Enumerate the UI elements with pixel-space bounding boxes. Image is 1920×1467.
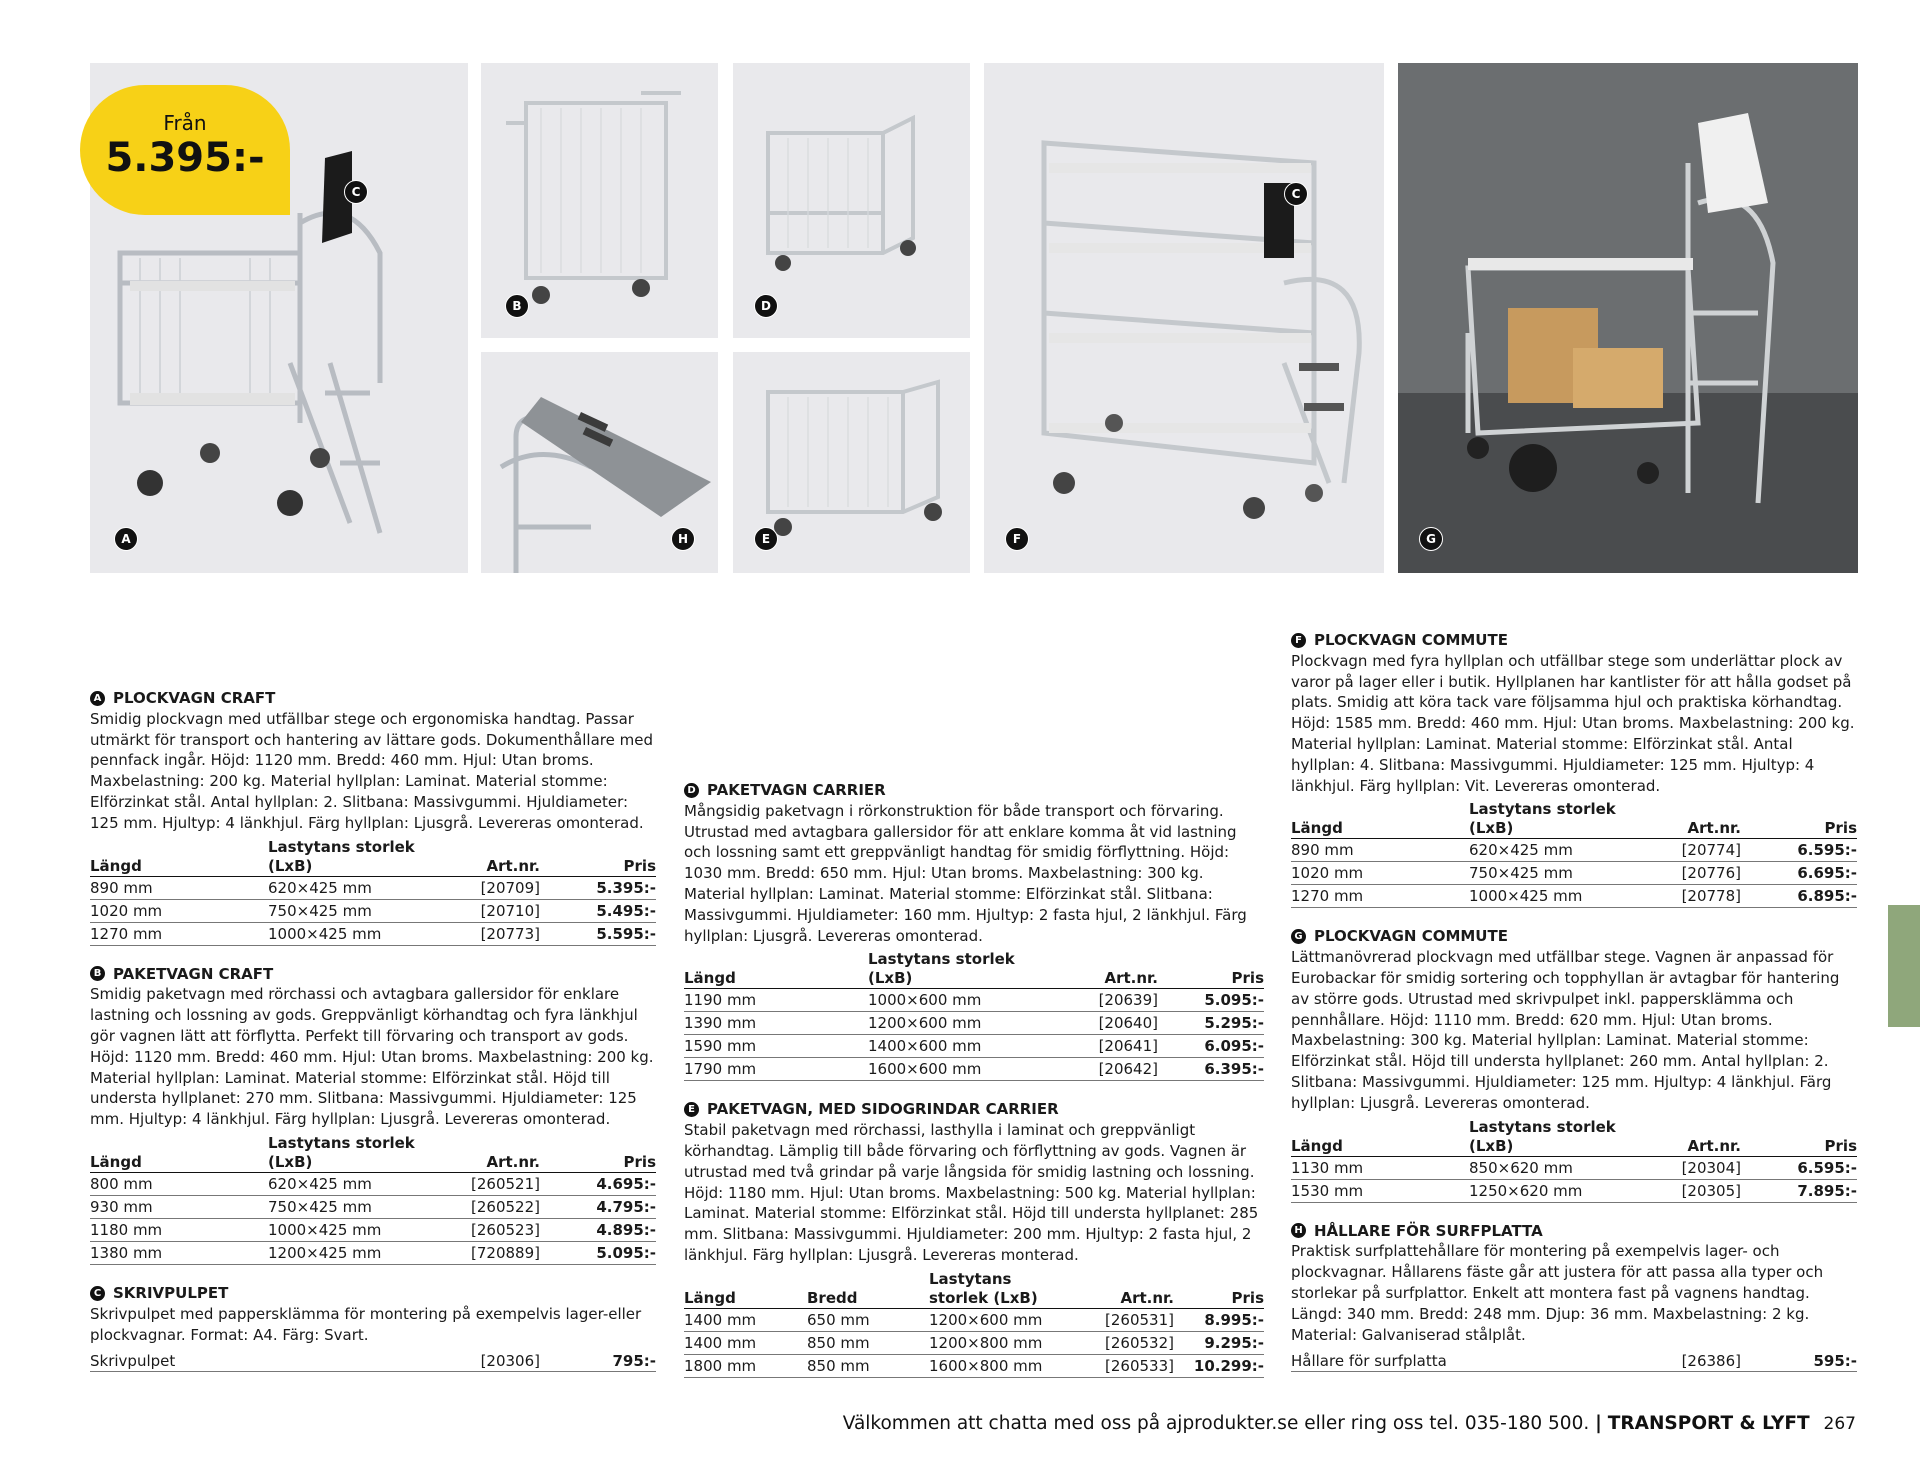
cell-artnr: [20710]: [440, 899, 540, 922]
product-d-letter: D: [684, 783, 699, 798]
product-g-title: PLOCKVAGN COMMUTE: [1314, 927, 1508, 946]
table-row: [1291, 1179, 1857, 1202]
header-length: Längd: [1291, 800, 1469, 839]
table-row: [90, 922, 656, 945]
cell-price: 5.295:-: [1158, 1012, 1264, 1035]
cell-artnr: [20641]: [1048, 1035, 1158, 1058]
product-g-description: Lättmanövrerad plockvagn med utfällbar stege. Vagnen är anpassad för Eurobackar för smidig sortering och topphyllan är avtagbar för hantering av större gods. Utrustad med skrivpulpet inkl. pappersklämma och pennhållare. Höjd: 1110 mm. Bredd: 620 mm. Hjul: Utan broms. Maxbelastning: 300 kg. Material hyllplan: Laminat. Material stomme: Elförzinkat stål. Höjd till understa hyllplanet: 260 mm. Antal hyllplan: 2. Slitbana: Massivgummi. Hjuldiameter: 125 mm. Hjultyp: 4 länkhjul. Färg hyllplan: Ljusgrå. Levereras omonterad.: [1291, 948, 1840, 1112]
product-c-artnr: [20306]: [480, 1352, 540, 1371]
table-row: [90, 1195, 656, 1218]
cell-price: 6.595:-: [1741, 1156, 1857, 1179]
cell-length: 1590 mm: [684, 1035, 868, 1058]
cell-price: 5.095:-: [1158, 989, 1264, 1012]
product-h-title: HÅLLARE FÖR SURFPLATTA: [1314, 1221, 1543, 1240]
cell-artnr: [20709]: [440, 876, 540, 899]
product-f-description: Plockvagn med fyra hyllplan och utfällbar stege som underlättar plock av varor på lager eller i butik. Hyllplanen har kantlister för att hålla godset på plats. Smidig att köra tack vare följsamma hjul och praktiska körhandtag. Höjd: 1585 mm. Bredd: 460 mm. Hjul: Utan broms. Maxbelastning: 200 kg. Material hyllplan: Laminat. Material stomme: Elförzinkat stål. Antal hyllplan: 4. Slitbana: Massivgummi. Hjuldiameter: 125 mm. Hjultyp: 4 länkhjul. Färg hyllplan: Vit. Levereras omonterad.: [1291, 651, 1855, 795]
cell-price: 6.895:-: [1741, 885, 1857, 908]
cell-artnr: [720889]: [440, 1241, 540, 1264]
cell-area: 1000×425 mm: [1469, 885, 1641, 908]
footer-contact-text: Välkommen att chatta med oss på ajprodukter.se eller ring oss tel. 035-180 500.: [842, 1413, 1590, 1434]
badge-from: Från: [163, 111, 207, 135]
marker-a: A: [114, 527, 138, 551]
product-b-table: [90, 1134, 656, 1265]
cell-area: 620×425 mm: [1469, 839, 1641, 862]
header-area: Lastytans storlek (LxB): [1469, 800, 1641, 839]
photo-g-plockvagn-commute-scene: [1398, 63, 1858, 573]
header-price: Pris: [1741, 800, 1857, 839]
product-f-letter: F: [1291, 633, 1306, 648]
cell-area: 620×425 mm: [268, 876, 440, 899]
marker-b: B: [505, 294, 529, 318]
table-row: [684, 1035, 1264, 1058]
product-d-description: Mångsidig paketvagn i rörkonstruktion för både transport och förvaring. Utrustad med avtagbara gallersidor för att enklare komma åt vid lastning och lossning samt ett greppvänligt handtag för smidig förflyttning. Höjd: 1030 mm. Bredd: 650 mm. Hjul: Utan broms. Maxbelastning: 300 kg. Material hyllplan: Laminat. Material stomme: Elförzinkat stål. Slitbana: Massivgummi. Hjuldiameter: 160 mm. Hjultyp: 2 fasta hjul, 2 länkhjul. Färg hyllplan: Ljusgrå. Levereras omonterad.: [684, 801, 1247, 945]
cell-artnr: [20639]: [1048, 989, 1158, 1012]
header-length: Längd: [684, 1270, 807, 1309]
header-artnr: Art.nr.: [440, 838, 540, 877]
footer-section-title: TRANSPORT & LYFT: [1607, 1413, 1810, 1434]
product-h-heading: [1291, 1221, 1857, 1242]
cell-area: 750×425 mm: [268, 1195, 440, 1218]
product-b-title: PAKETVAGN CRAFT: [113, 964, 274, 983]
product-c: [90, 1283, 656, 1372]
footer-separator: |: [1595, 1413, 1602, 1434]
cell-length: 1020 mm: [90, 899, 268, 922]
photo-h-surfplatta: [481, 352, 718, 573]
marker-g: G: [1419, 527, 1443, 551]
table-row: [90, 1172, 656, 1195]
cell-length: 1130 mm: [1291, 1156, 1469, 1179]
cell-length: 1180 mm: [90, 1218, 268, 1241]
cell-width: 650 mm: [807, 1308, 929, 1331]
product-e-description: Stabil paketvagn med rörchassi, lasthylla i laminat och greppvänligt körhandtag. Lämplig till både förvaring och förflyttning av gods. Vagnen är utrustad med två grindar på varje långsida för smidig lastning och lossning. Höjd: 1180 mm. Hjul: Utan broms. Maxbelastning: 500 kg. Material hyllplan: Laminat. Material stomme: Elförzinkat stål. Höjd till understa hyllplanet: 285 mm. Slitbana: Massivgummi. Hjuldiameter: 200 mm. Hjultyp: 2 fasta hjul, 2 länkhjul. Färg hyllplan: Ljusgrå. Levereras monterad.: [684, 1121, 1259, 1264]
cell-price: 4.895:-: [540, 1218, 656, 1241]
product-f-table: [1291, 800, 1857, 908]
header-area: Lastytans storlek (LxB): [868, 950, 1048, 989]
cell-length: 1390 mm: [684, 1012, 868, 1035]
header-area: Lastytans storlek (LxB): [268, 838, 440, 877]
column-3: [1291, 630, 1857, 1372]
product-g-letter: G: [1291, 929, 1306, 944]
header-artnr: Art.nr.: [1048, 950, 1158, 989]
product-c-heading: [90, 1283, 656, 1304]
header-area: Lastytans storlek (LxB): [1469, 1118, 1641, 1157]
marker-e: E: [754, 527, 778, 551]
product-f-title: PLOCKVAGN COMMUTE: [1314, 631, 1508, 649]
table-row: [1291, 862, 1857, 885]
column-2: [684, 780, 1264, 1378]
cell-price: 5.395:-: [540, 876, 656, 899]
cell-length: 890 mm: [90, 876, 268, 899]
product-d-title: PAKETVAGN CARRIER: [707, 781, 886, 799]
header-length: Längd: [684, 950, 868, 989]
cell-width: 850 mm: [807, 1354, 929, 1377]
header-artnr: Art.nr.: [440, 1134, 540, 1173]
header-artnr: Art.nr.: [1641, 1118, 1741, 1157]
cell-area: 1000×425 mm: [268, 1218, 440, 1241]
cell-length: 1400 mm: [684, 1308, 807, 1331]
product-a-letter: A: [90, 691, 105, 706]
cell-price: 4.795:-: [540, 1195, 656, 1218]
table-row: [90, 1218, 656, 1241]
cell-length: 1020 mm: [1291, 862, 1469, 885]
product-c-price: 795:-: [612, 1352, 656, 1371]
cell-area: 850×620 mm: [1469, 1156, 1641, 1179]
product-b-letter: B: [90, 966, 105, 981]
product-c-item: Skrivpulpet: [90, 1352, 176, 1371]
photo-f-plockvagn-commute: [984, 63, 1384, 573]
product-c-price-row: [90, 1351, 656, 1372]
header-artnr: Art.nr.: [1641, 800, 1741, 839]
cell-artnr: [20776]: [1641, 862, 1741, 885]
photo-e-paketvagn-sidogrindar: [733, 352, 970, 573]
product-c-description: Skrivpulpet med pappersklämma för montering på exempelvis lager-eller plockvagnar. Format: A4. Färg: Svart.: [90, 1304, 642, 1344]
product-b-description: Smidig paketvagn med rörchassi och avtagbara gallersidor för enklare lastning och lossning av gods. Greppvänligt körhandtag och fyra länkhjul gör vagnen lätt att förflytta. Perfekt till förvaring och transport av gods. Höjd: 1120 mm. Bredd: 460 mm. Hjul: Utan broms. Maxbelastning: 200 kg. Material hyllplan: Laminat. Material stomme: Elförzinkat stål. Höjd till understa hyllplanet: 270 mm. Slitbana: Massivgummi. Hjuldiameter: 125 mm. Hjultyp: 4 länkhjul. Färg hyllplan: Ljusgrå. Levereras omonterad.: [90, 985, 654, 1129]
table-row: [1291, 1156, 1857, 1179]
column-1: [90, 688, 656, 1372]
cell-artnr: [260521]: [440, 1172, 540, 1195]
cell-artnr: [260522]: [440, 1195, 540, 1218]
cell-length: 1270 mm: [1291, 885, 1469, 908]
page-footer: [843, 1413, 1856, 1434]
header-price: Pris: [540, 838, 656, 877]
header-width: Bredd: [807, 1270, 929, 1309]
product-e-title: PAKETVAGN, MED SIDOGRINDAR CARRIER: [707, 1100, 1059, 1119]
product-c-title: SKRIVPULPET: [113, 1283, 229, 1302]
cell-price: 6.095:-: [1158, 1035, 1264, 1058]
cell-artnr: [260532]: [1069, 1331, 1174, 1354]
cell-price: 10.299:-: [1174, 1354, 1264, 1377]
cell-area: 1250×620 mm: [1469, 1179, 1641, 1202]
product-e-letter: E: [684, 1102, 699, 1117]
cell-length: 1380 mm: [90, 1241, 268, 1264]
header-area: Lastytans storlek (LxB): [268, 1134, 440, 1173]
header-length: Längd: [90, 1134, 268, 1173]
header-price: Pris: [1174, 1270, 1264, 1309]
product-h: [1291, 1221, 1857, 1373]
table-row: [684, 1331, 1264, 1354]
header-price: Pris: [1158, 950, 1264, 989]
header-area: Lastytans storlek (LxB): [929, 1270, 1069, 1309]
product-f: [1291, 630, 1857, 908]
marker-d: D: [754, 294, 778, 318]
cell-price: 5.095:-: [540, 1241, 656, 1264]
product-b: [90, 964, 656, 1265]
table-row: [684, 1354, 1264, 1377]
cell-price: 9.295:-: [1174, 1331, 1264, 1354]
photo-d-paketvagn-carrier: [733, 63, 970, 338]
table-row: [684, 1308, 1264, 1331]
cell-length: 1400 mm: [684, 1331, 807, 1354]
cell-artnr: [260533]: [1069, 1354, 1174, 1377]
cell-area: 1200×425 mm: [268, 1241, 440, 1264]
product-f-heading: [1291, 630, 1857, 651]
product-d: [684, 780, 1264, 1081]
marker-c-2: C: [1284, 182, 1308, 206]
table-row: [1291, 839, 1857, 862]
badge-price: 5.395:-: [105, 135, 265, 181]
marker-c: C: [344, 180, 368, 204]
cell-length: 930 mm: [90, 1195, 268, 1218]
cart-f-illustration: [984, 63, 1384, 573]
cell-artnr: [20774]: [1641, 839, 1741, 862]
cell-price: 6.595:-: [1741, 839, 1857, 862]
product-e-table: [684, 1270, 1264, 1378]
cell-artnr: [260523]: [440, 1218, 540, 1241]
price-badge: [80, 85, 290, 215]
table-row: [90, 876, 656, 899]
header-length: Längd: [1291, 1118, 1469, 1157]
cell-area: 620×425 mm: [268, 1172, 440, 1195]
cell-artnr: [20773]: [440, 922, 540, 945]
cell-artnr: [20642]: [1048, 1058, 1158, 1081]
table-row: [90, 1241, 656, 1264]
cell-price: 6.695:-: [1741, 862, 1857, 885]
product-h-price: 595:-: [1813, 1352, 1857, 1371]
cell-artnr: [260531]: [1069, 1308, 1174, 1331]
product-a: [90, 688, 656, 946]
cell-price: 5.595:-: [540, 922, 656, 945]
table-row: [1291, 885, 1857, 908]
cell-area: 1600×800 mm: [929, 1354, 1069, 1377]
product-g-table: [1291, 1118, 1857, 1203]
product-h-price-row: [1291, 1351, 1857, 1372]
cell-price: 4.695:-: [540, 1172, 656, 1195]
header-price: Pris: [540, 1134, 656, 1173]
cell-artnr: [20640]: [1048, 1012, 1158, 1035]
product-a-heading: [90, 688, 656, 709]
product-b-heading: [90, 964, 656, 985]
cell-width: 850 mm: [807, 1331, 929, 1354]
photo-b-paketvagn-craft: [481, 63, 718, 338]
cell-artnr: [20778]: [1641, 885, 1741, 908]
product-c-letter: C: [90, 1286, 105, 1301]
product-h-artnr: [26386]: [1681, 1352, 1741, 1371]
product-g-heading: [1291, 926, 1857, 947]
footer-page-number: 267: [1823, 1414, 1856, 1434]
product-h-item: Hållare för surfplatta: [1291, 1352, 1447, 1371]
cell-price: 6.395:-: [1158, 1058, 1264, 1081]
header-price: Pris: [1741, 1118, 1857, 1157]
cell-area: 1200×800 mm: [929, 1331, 1069, 1354]
cell-area: 1400×600 mm: [868, 1035, 1048, 1058]
product-h-description: Praktisk surfplattehållare för montering på exempelvis lager- och plockvagnar. Hållarens fäste går att justera för att passa alla typer och storlekar på surfplattor. Enkelt att montera fast på vagnens handtag. Längd: 340 mm. Bredd: 248 mm. Djup: 36 mm. Maxbelastning: 2 kg. Material: Galvaniserad stålplåt.: [1291, 1242, 1824, 1344]
product-a-table: [90, 838, 656, 946]
cell-length: 1800 mm: [684, 1354, 807, 1377]
cart-g-illustration: [1398, 63, 1858, 573]
cell-area: 1000×425 mm: [268, 922, 440, 945]
product-d-table: [684, 950, 1264, 1081]
header-artnr: Art.nr.: [1069, 1270, 1174, 1309]
table-row: [684, 1012, 1264, 1035]
product-g: [1291, 926, 1857, 1202]
cell-area: 750×425 mm: [1469, 862, 1641, 885]
cell-artnr: [20305]: [1641, 1179, 1741, 1202]
product-h-letter: H: [1291, 1223, 1306, 1238]
cell-area: 750×425 mm: [268, 899, 440, 922]
product-d-heading: [684, 780, 1264, 801]
cell-area: 1200×600 mm: [868, 1012, 1048, 1035]
cell-length: 1190 mm: [684, 989, 868, 1012]
cell-length: 1530 mm: [1291, 1179, 1469, 1202]
cell-length: 890 mm: [1291, 839, 1469, 862]
cell-price: 7.895:-: [1741, 1179, 1857, 1202]
cell-artnr: [20304]: [1641, 1156, 1741, 1179]
cell-length: 800 mm: [90, 1172, 268, 1195]
table-row: [684, 1058, 1264, 1081]
section-color-tab: [1888, 905, 1920, 1027]
cell-length: 1270 mm: [90, 922, 268, 945]
cell-length: 1790 mm: [684, 1058, 868, 1081]
cell-price: 8.995:-: [1174, 1308, 1264, 1331]
table-row: [684, 989, 1264, 1012]
product-e: [684, 1099, 1264, 1377]
product-a-description: Smidig plockvagn med utfällbar stege och ergonomiska handtag. Passar utmärkt för transport och hantering av lättare gods. Dokumenthållare med pennfack ingår. Höjd: 1120 mm. Bredd: 460 mm. Hjul: Utan broms. Maxbelastning: 200 kg. Material hyllplan: Laminat. Material stomme: Elförzinkat stål. Antal hyllplan: 2. Slitbana: Massivgummi. Hjuldiameter: 125 mm. Hjultyp: 4 länkhjul. Färg hyllplan: Ljusgrå. Levereras omonterad.: [90, 709, 653, 832]
cell-area: 1200×600 mm: [929, 1308, 1069, 1331]
marker-f: F: [1005, 527, 1029, 551]
header-length: Längd: [90, 838, 268, 877]
cell-area: 1600×600 mm: [868, 1058, 1048, 1081]
cell-price: 5.495:-: [540, 899, 656, 922]
table-row: [90, 899, 656, 922]
cell-area: 1000×600 mm: [868, 989, 1048, 1012]
marker-h: H: [671, 527, 695, 551]
product-a-title: PLOCKVAGN CRAFT: [113, 689, 276, 707]
product-e-heading: [684, 1099, 1264, 1120]
